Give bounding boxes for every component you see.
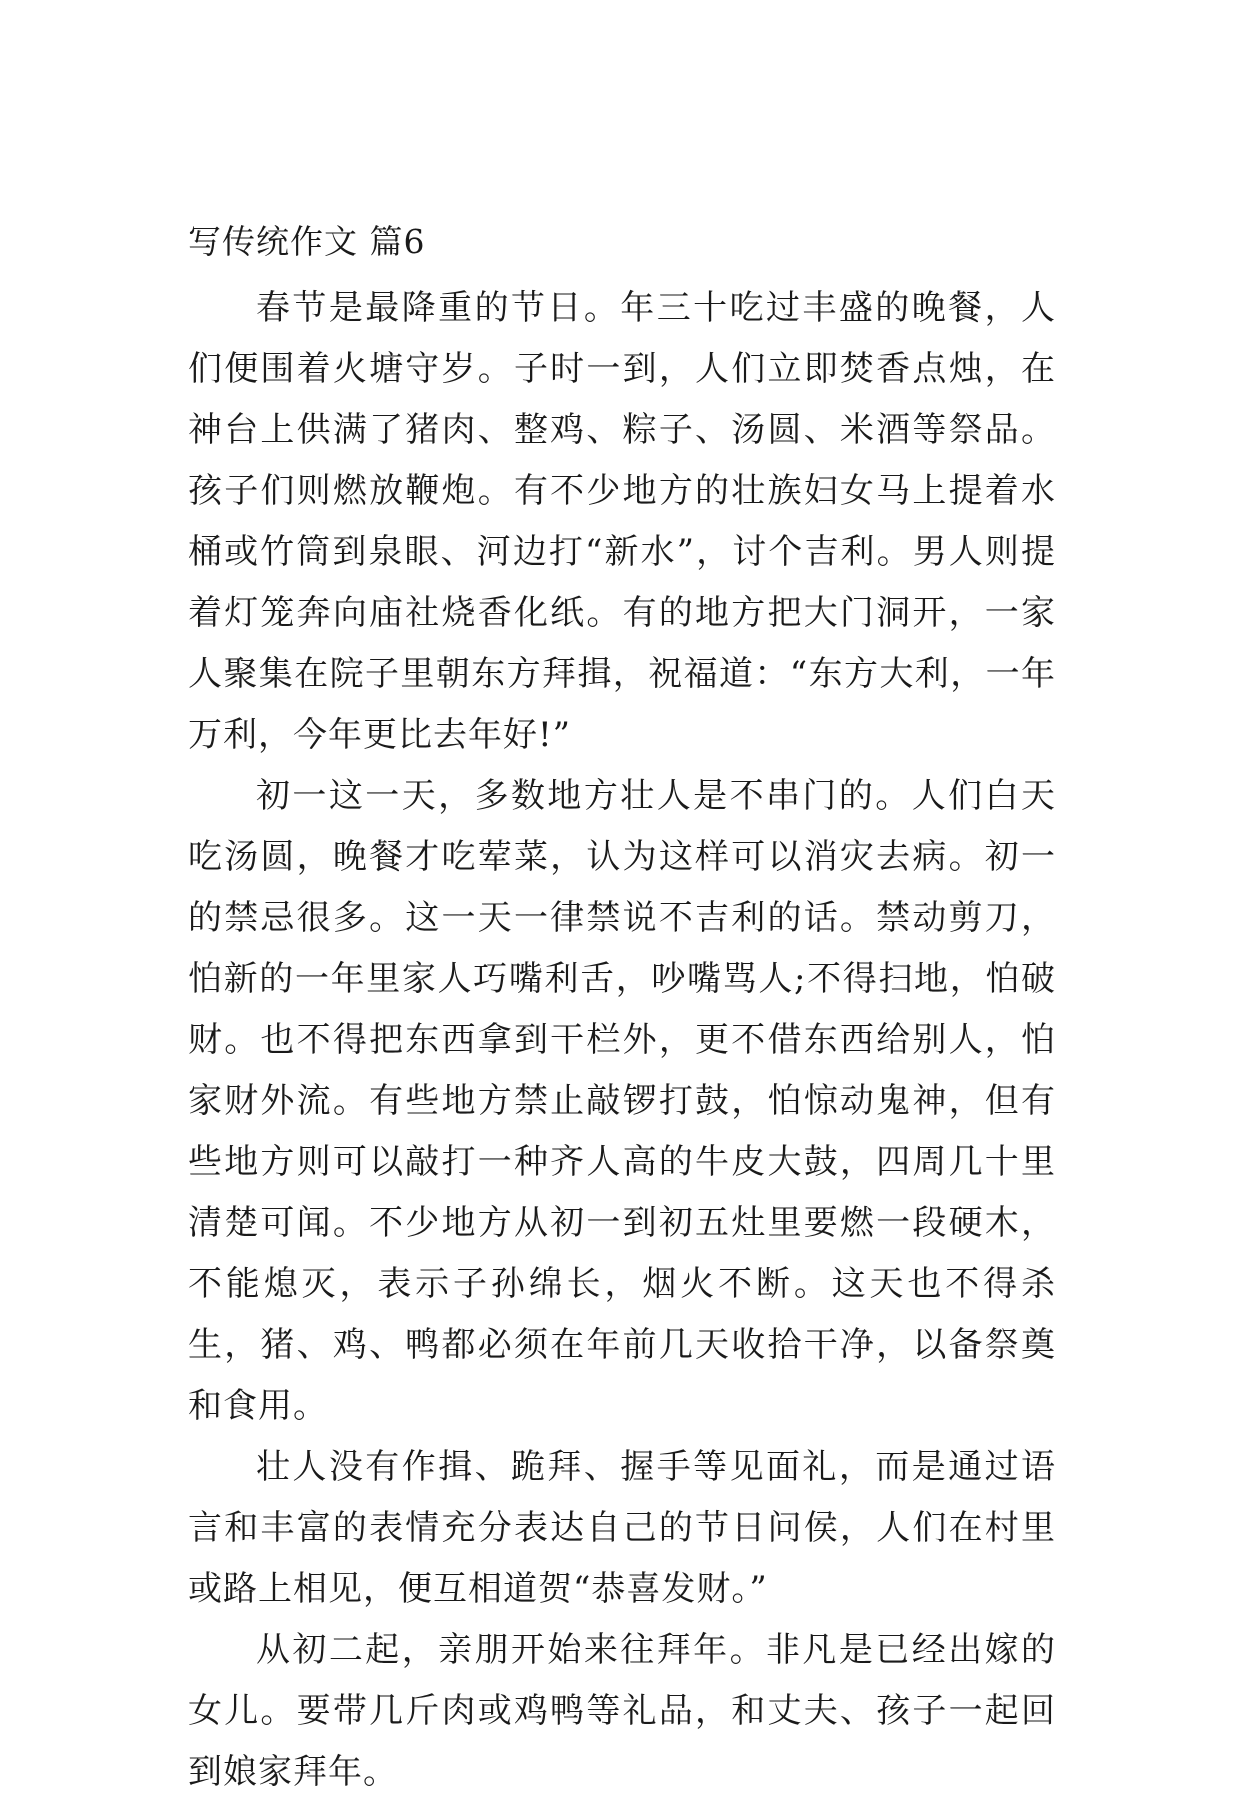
document-heading: 写传统作文 篇6: [188, 222, 426, 261]
paragraph-3: 壮人没有作揖、跪拜、握手等见面礼，而是通过语言和丰富的表情充分表达自己的节日问侯，人们在村里或路上相见，便互相道贺“恭喜发财。”: [188, 1447, 1056, 1609]
paragraph-2: 初一这一天，多数地方壮人是不串门的。人们白天吃汤圆，晚餐才吃荤菜，认为这样可以消灾去病。初一的禁忌很多。这一天一律禁说不吉利的话。禁动剪刀，怕新的一年里家人巧嘴利舌，吵嘴骂人;不得扫地，怕破财。也不得把东西拿到干栏外，更不借东西给别人，怕家财外流。有些地方禁止敲锣打鼓，怕惊动鬼神，但有些地方则可以敲打一种齐人高的牛皮大鼓，四周几十里清楚可闻。不少地方从初一到初五灶里要燃一段硬木，不能熄灭，表示子孙绵长，烟火不断。这天也不得杀生，猪、鸡、鸭都必须在年前几天收拾干净，以备祭奠和食用。: [188, 776, 1056, 1426]
paragraph-1: 春节是最降重的节日。年三十吃过丰盛的晚餐，人们便围着火塘守岁。子时一到，人们立即焚香点烛，在神台上供满了猪肉、整鸡、粽子、汤圆、米酒等祭品。孩子们则燃放鞭炮。有不少地方的壮族妇女马上提着水桶或竹筒到泉眼、河边打“新水”，讨个吉利。男人则提着灯笼奔向庙社烧香化纸。有的地方把大门洞开，一家人聚集在院子里朝东方拜揖，祝福道：“东方大利，一年万利，今年更比去年好!”: [188, 288, 1056, 755]
paragraph-4: 从初二起，亲朋开始来往拜年。非凡是已经出嫁的女儿。要带几斤肉或鸡鸭等礼品，和丈夫、孩子一起回到娘家拜年。: [188, 1630, 1056, 1792]
document-body: [188, 278, 1056, 1803]
